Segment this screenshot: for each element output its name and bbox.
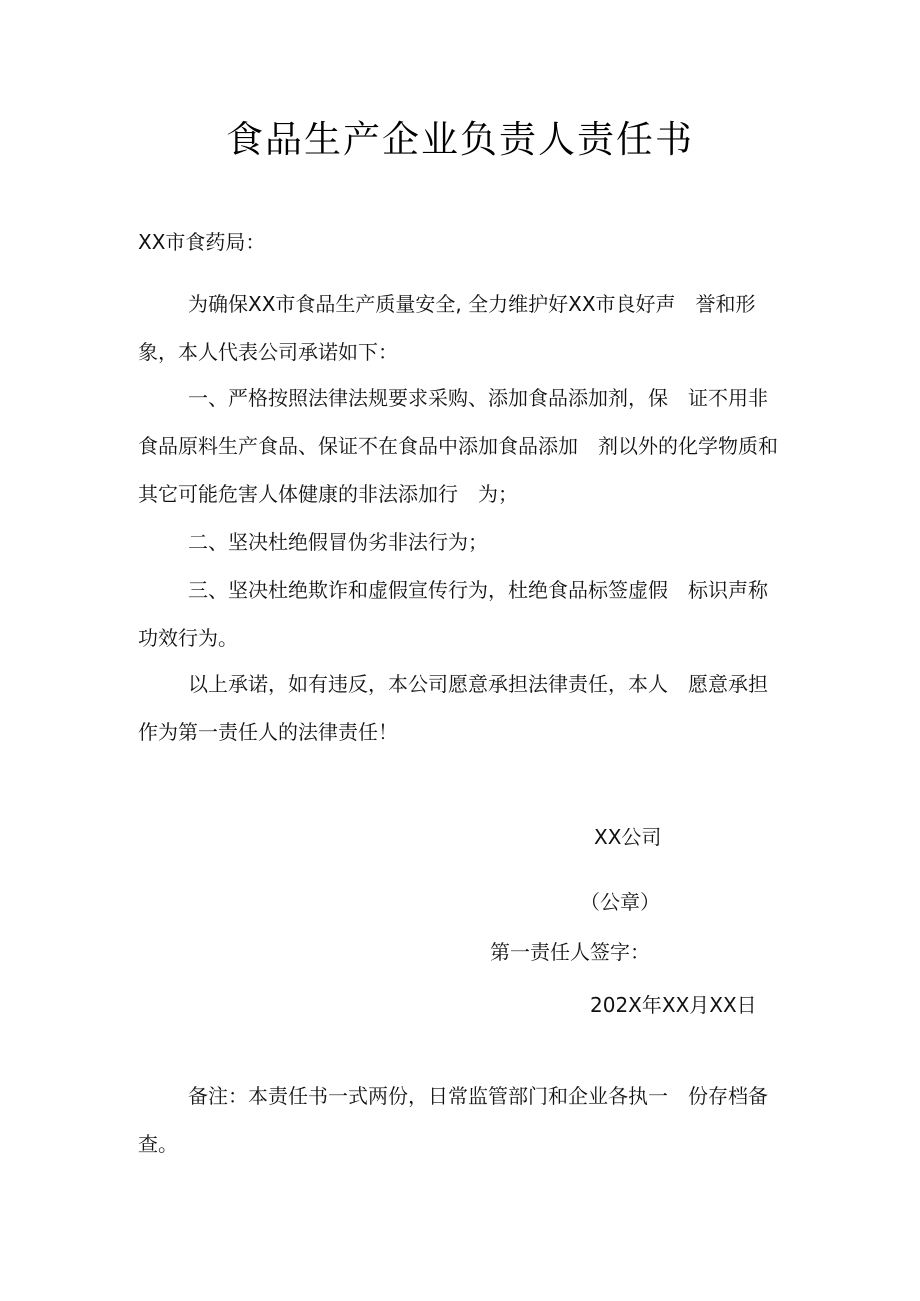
addressee: XX市食药局：: [138, 230, 266, 254]
company-name: XX公司: [594, 825, 662, 849]
paragraph-item-3: 三、坚决杜绝欺诈和虚假宣传行为，杜绝食品标签虚假 标识声称功效行为。: [138, 578, 768, 650]
remark-note: 备注：本责任书一式两份，日常监管部门和企业各执一 份存档备查。: [138, 1084, 768, 1156]
signer-label: 第一责任人签字：: [490, 940, 650, 964]
paragraph-commitment: 以上承诺，如有违反，本公司愿意承担法律责任，本人 愿意承担作为第一责任人的法律责任！: [138, 672, 768, 744]
paragraph-item-2: 二、坚决杜绝假冒伪劣非法行为；: [188, 530, 488, 554]
paragraph-item-1: 一、严格按照法律法规要求采购、添加食品添加剂，保 证不用非食品原料生产食品、保证不在食品中添加食品添加 剂以外的化学物质和其它可能危害人体健康的非法添加行 为；: [138, 386, 778, 506]
document-title: 食品生产企业负责人责任书: [226, 118, 694, 161]
paragraph-intro: 为确保XX市食品生产质量安全, 全力维护好XX市良好声 誉和形象，本人代表公司承诺如下：: [138, 292, 756, 364]
signature-date: 202X年XX月XX日: [590, 993, 757, 1017]
company-seal-label: （公章）: [580, 890, 660, 914]
